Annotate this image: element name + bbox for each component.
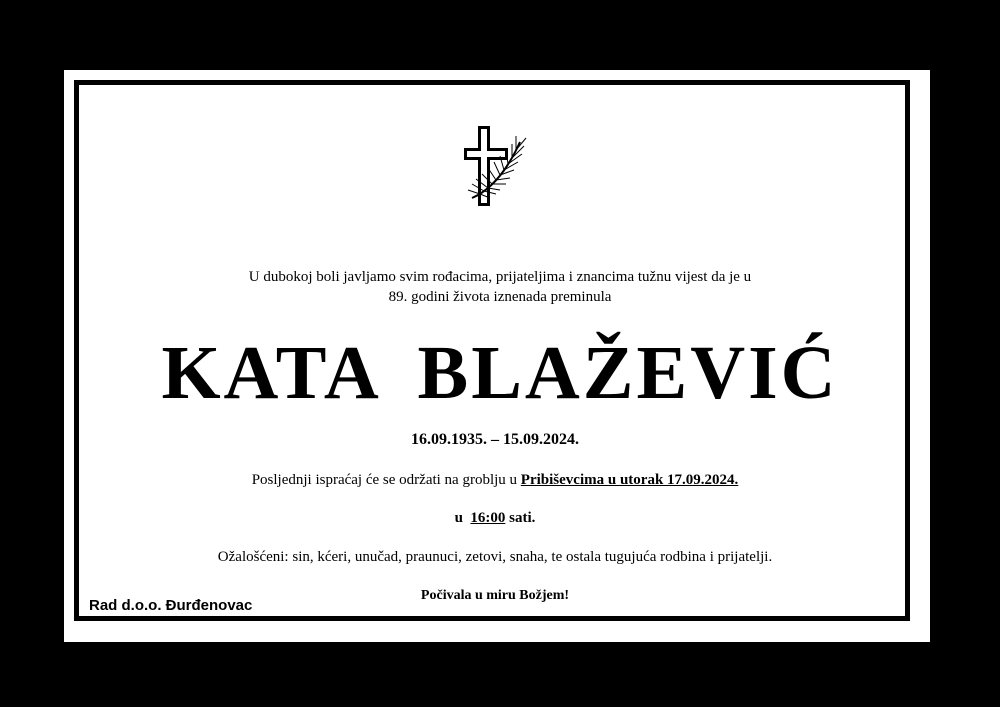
funeral-text: Posljednji ispraćaj će se održati na groblju u	[251, 472, 518, 488]
mourners-list: Ožalošćeni: sin, kćeri, unučad, praunuci, zetovi, snaha, te ostala tugujuća rodbina i prijatelji.	[217, 549, 773, 565]
life-dates: 16.09.1935. – 15.09.2024.	[411, 431, 579, 448]
time-hour: 16:00	[470, 510, 506, 526]
rest-in-peace: Počivala u miru Božjem!	[420, 588, 570, 603]
cross-with-palm-branch-icon	[460, 124, 536, 208]
funeral-info	[0, 472, 990, 489]
time-prefix: u	[454, 510, 463, 526]
time-suffix: sati.	[509, 510, 536, 526]
intro-line-1: U dubokoj boli javljamo svim rođacima, prijateljima i znancima tužnu vijest da je u	[248, 269, 752, 285]
funeral-company: Rad d.o.o. Đurđenovac	[89, 597, 253, 614]
funeral-place: Pribiševcima u utorak 17.09.2024.	[520, 472, 739, 488]
funeral-time	[0, 510, 990, 527]
deceased-name: KATA BLAŽEVIĆ	[161, 331, 839, 415]
intro-line-2: 89. godini života iznenada preminula	[388, 289, 612, 305]
